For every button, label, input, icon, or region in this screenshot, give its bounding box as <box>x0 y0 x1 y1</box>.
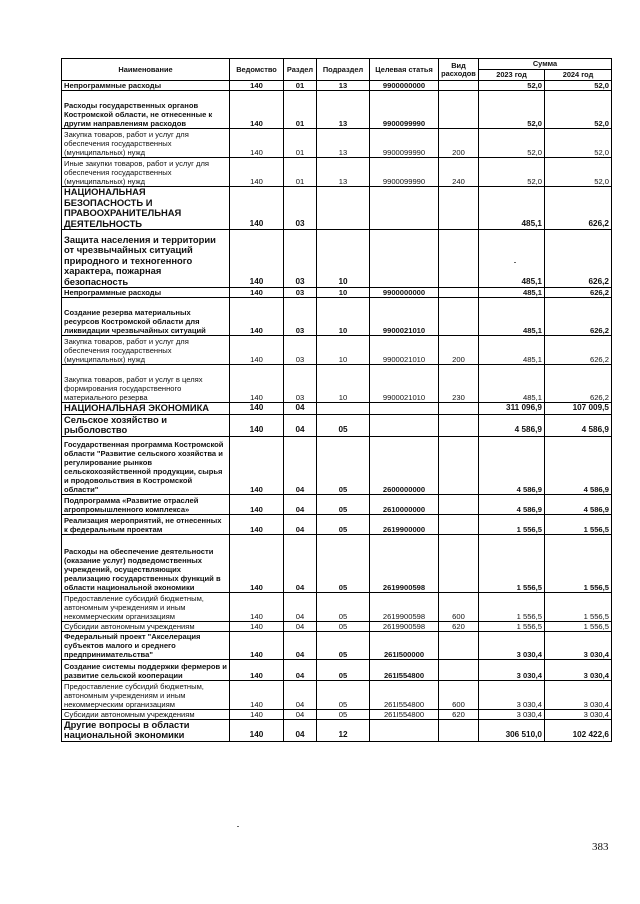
row-dept-cell: 140 <box>230 365 284 403</box>
row-section-cell: 03 <box>284 336 317 365</box>
row-article-cell: 2619900598 <box>370 621 439 631</box>
row-subsection-cell: 05 <box>317 709 370 719</box>
row-expense-type-cell <box>439 187 479 230</box>
row-sum-2023-cell: 52,0 <box>479 81 545 91</box>
row-subsection-cell: 05 <box>317 414 370 436</box>
header-section: Раздел <box>284 59 317 81</box>
row-expense-type-cell <box>439 288 479 298</box>
row-expense-type-cell <box>439 230 479 288</box>
row-section-cell: 03 <box>284 288 317 298</box>
table-row <box>62 298 612 336</box>
row-section-cell: 01 <box>284 91 317 129</box>
row-sum-2024-cell: 1 556,5 <box>545 621 612 631</box>
table-row <box>62 436 612 494</box>
row-name-cell: Закупка товаров, работ и услуг в целях формирования государственного материального резерва <box>62 365 230 403</box>
row-article-cell: 2610000000 <box>370 494 439 514</box>
row-sum-2023-cell: 3 030,4 <box>479 709 545 719</box>
row-section-cell: 04 <box>284 709 317 719</box>
row-sum-2023-cell: 1 556,5 <box>479 592 545 621</box>
row-subsection-cell <box>317 187 370 230</box>
row-section-cell: 03 <box>284 298 317 336</box>
row-dept-cell: 140 <box>230 659 284 680</box>
row-section-cell: 04 <box>284 659 317 680</box>
row-sum-2023-cell: 1 556,5 <box>479 621 545 631</box>
row-article-cell <box>370 414 439 436</box>
row-section-cell: 04 <box>284 494 317 514</box>
row-article-cell: 2619900598 <box>370 592 439 621</box>
row-dept-cell: 140 <box>230 514 284 534</box>
row-article-cell: 2619900598 <box>370 534 439 592</box>
row-section-cell: 01 <box>284 129 317 158</box>
row-dept-cell: 140 <box>230 81 284 91</box>
row-sum-2024-cell: 3 030,4 <box>545 659 612 680</box>
row-subsection-cell: 05 <box>317 659 370 680</box>
row-sum-2023-cell: 1 556,5 <box>479 534 545 592</box>
row-expense-type-cell <box>439 436 479 494</box>
row-name-cell: Федеральный проект "Акселерация субъектов малого и среднего предпринимательства" <box>62 631 230 659</box>
row-sum-2024-cell: 4 586,9 <box>545 414 612 436</box>
row-subsection-cell: 05 <box>317 514 370 534</box>
row-expense-type-cell: 620 <box>439 709 479 719</box>
table-row <box>62 414 612 436</box>
row-article-cell <box>370 719 439 741</box>
row-sum-2024-cell: 626,2 <box>545 230 612 288</box>
row-sum-2024-cell: 1 556,5 <box>545 592 612 621</box>
table-row <box>62 365 612 403</box>
table-header <box>62 59 612 81</box>
row-name-cell: Субсидии автономным учреждениям <box>62 709 230 719</box>
row-subsection-cell: 13 <box>317 91 370 129</box>
row-sum-2023-cell: 485,1 <box>479 365 545 403</box>
table-row <box>62 631 612 659</box>
row-sum-2024-cell: 107 009,5 <box>545 403 612 415</box>
row-dept-cell: 140 <box>230 436 284 494</box>
row-sum-2023-cell: 311 096,9 <box>479 403 545 415</box>
row-article-cell <box>370 403 439 415</box>
row-expense-type-cell <box>439 534 479 592</box>
row-name-cell: НАЦИОНАЛЬНАЯ ЭКОНОМИКА <box>62 403 230 415</box>
row-sum-2023-cell: 4 586,9 <box>479 494 545 514</box>
row-sum-2023-cell: 485,1 <box>479 187 545 230</box>
table-row <box>62 621 612 631</box>
row-expense-type-cell: 600 <box>439 680 479 709</box>
row-article-cell: 9900000000 <box>370 288 439 298</box>
row-name-cell: Государственная программа Костромской области "Развитие сельского хозяйства и регулирование рынков сельскохозяйственной продукции, сырья и продовольствия в Костромской области" <box>62 436 230 494</box>
table-row <box>62 534 612 592</box>
header-sum: Сумма <box>479 59 612 70</box>
row-sum-2024-cell: 102 422,6 <box>545 719 612 741</box>
table-body <box>62 81 612 742</box>
row-subsection-cell: 05 <box>317 436 370 494</box>
row-expense-type-cell <box>439 514 479 534</box>
row-sum-2023-cell: 52,0 <box>479 91 545 129</box>
scan-speck <box>514 262 516 263</box>
row-name-cell: Сельское хозяйство и рыболовство <box>62 414 230 436</box>
row-dept-cell: 140 <box>230 631 284 659</box>
row-dept-cell: 140 <box>230 298 284 336</box>
row-section-cell: 04 <box>284 621 317 631</box>
row-expense-type-cell: 230 <box>439 365 479 403</box>
row-subsection-cell: 05 <box>317 680 370 709</box>
row-name-cell: Подпрограмма «Развитие отраслей агропромышленного комплекса» <box>62 494 230 514</box>
header-expense-type: Вид расходов <box>439 59 479 81</box>
row-article-cell: 261I554800 <box>370 659 439 680</box>
row-subsection-cell: 10 <box>317 336 370 365</box>
row-sum-2023-cell: 485,1 <box>479 230 545 288</box>
row-subsection-cell: 10 <box>317 230 370 288</box>
row-name-cell: Закупка товаров, работ и услуг для обеспечения государственных (муниципальных) нужд <box>62 336 230 365</box>
row-sum-2024-cell: 1 556,5 <box>545 514 612 534</box>
table-row <box>62 336 612 365</box>
row-expense-type-cell: 240 <box>439 158 479 187</box>
row-article-cell: 2619900000 <box>370 514 439 534</box>
row-subsection-cell: 05 <box>317 621 370 631</box>
row-dept-cell: 140 <box>230 288 284 298</box>
row-dept-cell: 140 <box>230 592 284 621</box>
row-sum-2023-cell: 1 556,5 <box>479 514 545 534</box>
row-section-cell: 01 <box>284 81 317 91</box>
row-subsection-cell: 05 <box>317 494 370 514</box>
budget-table <box>61 58 612 742</box>
header-subsection: Подраздел <box>317 59 370 81</box>
row-sum-2023-cell: 3 030,4 <box>479 680 545 709</box>
table-row <box>62 719 612 741</box>
row-dept-cell: 140 <box>230 187 284 230</box>
table-row <box>62 81 612 91</box>
row-expense-type-cell <box>439 298 479 336</box>
row-sum-2023-cell: 306 510,0 <box>479 719 545 741</box>
row-sum-2023-cell: 52,0 <box>479 158 545 187</box>
table-row <box>62 158 612 187</box>
table-row <box>62 709 612 719</box>
row-expense-type-cell <box>439 81 479 91</box>
row-expense-type-cell <box>439 414 479 436</box>
row-section-cell: 04 <box>284 436 317 494</box>
row-sum-2024-cell: 1 556,5 <box>545 534 612 592</box>
row-section-cell: 04 <box>284 719 317 741</box>
row-sum-2024-cell: 4 586,9 <box>545 494 612 514</box>
row-dept-cell: 140 <box>230 129 284 158</box>
row-expense-type-cell: 620 <box>439 621 479 631</box>
row-expense-type-cell: 200 <box>439 336 479 365</box>
header-year-2023: 2023 год <box>479 70 545 81</box>
row-section-cell: 04 <box>284 592 317 621</box>
row-subsection-cell: 05 <box>317 631 370 659</box>
row-article-cell: 9900099990 <box>370 158 439 187</box>
row-article-cell: 261I554800 <box>370 709 439 719</box>
row-sum-2023-cell: 3 030,4 <box>479 659 545 680</box>
row-sum-2024-cell: 52,0 <box>545 91 612 129</box>
row-article-cell: 2600000000 <box>370 436 439 494</box>
row-sum-2024-cell: 3 030,4 <box>545 709 612 719</box>
row-expense-type-cell: 600 <box>439 592 479 621</box>
page-number: 383 <box>592 841 609 853</box>
row-section-cell: 04 <box>284 403 317 415</box>
row-name-cell: Предоставление субсидий бюджетным, автономным учреждениям и иным некоммерческим организациям <box>62 592 230 621</box>
row-section-cell: 04 <box>284 680 317 709</box>
table-row <box>62 494 612 514</box>
row-sum-2024-cell: 626,2 <box>545 187 612 230</box>
row-dept-cell: 140 <box>230 719 284 741</box>
row-sum-2023-cell: 4 586,9 <box>479 414 545 436</box>
header-dept: Ведомство <box>230 59 284 81</box>
row-article-cell <box>370 230 439 288</box>
header-year-2024: 2024 год <box>545 70 612 81</box>
row-subsection-cell: 13 <box>317 158 370 187</box>
row-name-cell: Непрограммные расходы <box>62 81 230 91</box>
row-sum-2024-cell: 626,2 <box>545 365 612 403</box>
row-dept-cell: 140 <box>230 158 284 187</box>
table-row <box>62 230 612 288</box>
row-section-cell: 04 <box>284 414 317 436</box>
row-expense-type-cell: 200 <box>439 129 479 158</box>
row-name-cell: Иные закупки товаров, работ и услуг для обеспечения государственных (муниципальных) нужд <box>62 158 230 187</box>
row-section-cell: 04 <box>284 631 317 659</box>
row-name-cell: Расходы государственных органов Костромской области, не отнесенные к другим направлениям расходов <box>62 91 230 129</box>
row-subsection-cell: 10 <box>317 298 370 336</box>
header-name: Наименование <box>62 59 230 81</box>
row-name-cell: Создание резерва материальных ресурсов Костромской области для ликвидации чрезвычайных ситуаций <box>62 298 230 336</box>
row-sum-2024-cell: 626,2 <box>545 336 612 365</box>
row-article-cell: 9900021010 <box>370 365 439 403</box>
row-article-cell <box>370 187 439 230</box>
row-article-cell: 9900000000 <box>370 81 439 91</box>
row-dept-cell: 140 <box>230 621 284 631</box>
row-subsection-cell: 05 <box>317 534 370 592</box>
table-row <box>62 659 612 680</box>
table-row <box>62 129 612 158</box>
row-subsection-cell: 10 <box>317 288 370 298</box>
row-dept-cell: 140 <box>230 230 284 288</box>
row-name-cell: Другие вопросы в области национальной экономики <box>62 719 230 741</box>
row-expense-type-cell <box>439 494 479 514</box>
row-subsection-cell: 13 <box>317 81 370 91</box>
row-dept-cell: 140 <box>230 494 284 514</box>
table-row <box>62 592 612 621</box>
table-row <box>62 91 612 129</box>
row-article-cell: 261I500000 <box>370 631 439 659</box>
row-dept-cell: 140 <box>230 403 284 415</box>
table-row <box>62 288 612 298</box>
row-dept-cell: 140 <box>230 534 284 592</box>
row-section-cell: 03 <box>284 187 317 230</box>
row-sum-2024-cell: 4 586,9 <box>545 436 612 494</box>
row-subsection-cell: 12 <box>317 719 370 741</box>
row-dept-cell: 140 <box>230 414 284 436</box>
row-sum-2023-cell: 485,1 <box>479 288 545 298</box>
row-sum-2024-cell: 52,0 <box>545 81 612 91</box>
row-expense-type-cell <box>439 91 479 129</box>
row-sum-2024-cell: 52,0 <box>545 158 612 187</box>
row-sum-2024-cell: 3 030,4 <box>545 680 612 709</box>
row-name-cell: Предоставление субсидий бюджетным, автономным учреждениям и иным некоммерческим организациям <box>62 680 230 709</box>
row-article-cell: 9900099990 <box>370 91 439 129</box>
row-name-cell: Непрограммные расходы <box>62 288 230 298</box>
row-expense-type-cell <box>439 659 479 680</box>
row-name-cell: Расходы на обеспечение деятельности (оказание услуг) подведомственных учреждений, осуществляющих реализацию государственных функций в области национальной экономики <box>62 534 230 592</box>
row-section-cell: 01 <box>284 158 317 187</box>
row-name-cell: Реализация мероприятий, не отнесенных к федеральным проектам <box>62 514 230 534</box>
row-sum-2023-cell: 3 030,4 <box>479 631 545 659</box>
row-sum-2023-cell: 485,1 <box>479 336 545 365</box>
row-sum-2023-cell: 485,1 <box>479 298 545 336</box>
row-expense-type-cell <box>439 719 479 741</box>
row-article-cell: 9900021010 <box>370 336 439 365</box>
row-name-cell: Субсидии автономным учреждениям <box>62 621 230 631</box>
table-row <box>62 187 612 230</box>
row-name-cell: НАЦИОНАЛЬНАЯ БЕЗОПАСНОСТЬ И ПРАВООХРАНИТЕЛЬНАЯ ДЕЯТЕЛЬНОСТЬ <box>62 187 230 230</box>
row-expense-type-cell <box>439 403 479 415</box>
row-dept-cell: 140 <box>230 91 284 129</box>
row-name-cell: Закупка товаров, работ и услуг для обеспечения государственных (муниципальных) нужд <box>62 129 230 158</box>
row-name-cell: Защита населения и территории от чрезвычайных ситуаций природного и техногенного характера, пожарная безопасность <box>62 230 230 288</box>
header-article: Целевая статья <box>370 59 439 81</box>
row-subsection-cell <box>317 403 370 415</box>
table-row <box>62 403 612 415</box>
row-section-cell: 04 <box>284 534 317 592</box>
row-section-cell: 03 <box>284 230 317 288</box>
row-subsection-cell: 10 <box>317 365 370 403</box>
row-sum-2024-cell: 3 030,4 <box>545 631 612 659</box>
row-name-cell: Создание системы поддержки фермеров и развитие сельской кооперации <box>62 659 230 680</box>
row-sum-2024-cell: 626,2 <box>545 298 612 336</box>
row-article-cell: 9900099990 <box>370 129 439 158</box>
table-row <box>62 680 612 709</box>
row-sum-2023-cell: 52,0 <box>479 129 545 158</box>
row-sum-2023-cell: 4 586,9 <box>479 436 545 494</box>
row-sum-2024-cell: 52,0 <box>545 129 612 158</box>
row-section-cell: 03 <box>284 365 317 403</box>
table-row <box>62 514 612 534</box>
row-expense-type-cell <box>439 631 479 659</box>
row-dept-cell: 140 <box>230 336 284 365</box>
row-section-cell: 04 <box>284 514 317 534</box>
row-subsection-cell: 13 <box>317 129 370 158</box>
row-dept-cell: 140 <box>230 709 284 719</box>
row-article-cell: 261I554800 <box>370 680 439 709</box>
row-subsection-cell: 05 <box>317 592 370 621</box>
row-article-cell: 9900021010 <box>370 298 439 336</box>
scan-speck <box>237 826 239 827</box>
row-sum-2024-cell: 626,2 <box>545 288 612 298</box>
row-dept-cell: 140 <box>230 680 284 709</box>
